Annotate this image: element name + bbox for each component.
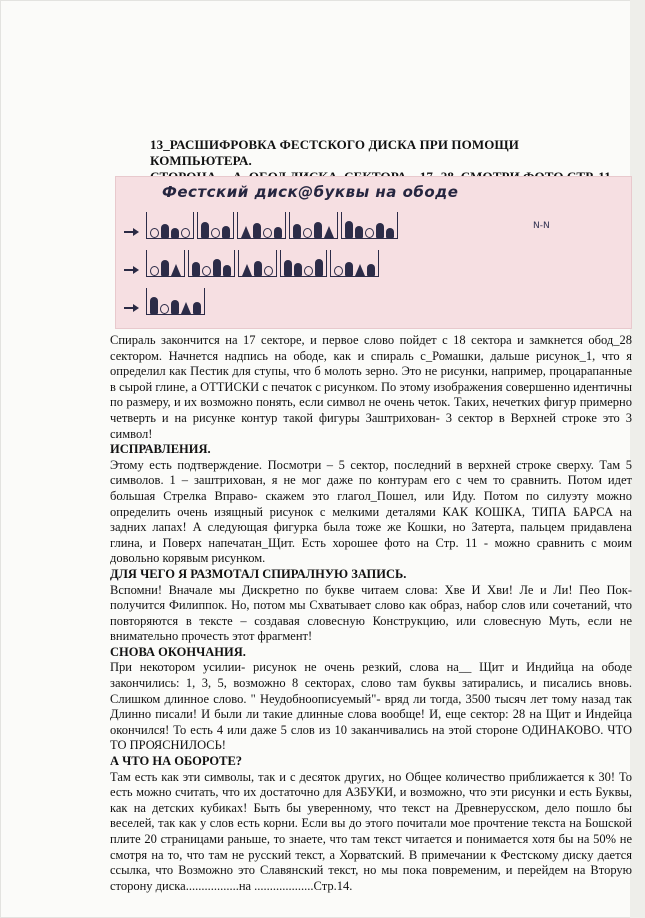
glyph-row-3 bbox=[124, 285, 205, 315]
glyph-sector bbox=[146, 288, 205, 315]
arrow-icon bbox=[124, 263, 139, 277]
arrow-icon bbox=[124, 225, 139, 239]
glyph-sector bbox=[188, 250, 235, 277]
section-heading: СНОВА ОКОНЧАНИЯ. bbox=[110, 644, 246, 659]
photo-caption: Фестский диск@буквы на ободе bbox=[162, 183, 459, 201]
section-heading: ДЛЯ ЧЕГО Я РАЗМОТАЛ СПИРАЛНУЮ ЗАПИСЬ. bbox=[110, 566, 407, 581]
section-heading: А ЧТО НА ОБОРОТЕ? bbox=[110, 754, 243, 769]
photo-mark: N-N bbox=[533, 221, 550, 231]
bleed-through-shadow bbox=[150, 98, 610, 128]
glyph-sector bbox=[289, 212, 338, 239]
glyph-row-1 bbox=[124, 209, 398, 239]
scan-edge bbox=[630, 0, 645, 918]
body-text bbox=[110, 333, 632, 894]
glyph-sector bbox=[280, 250, 327, 277]
glyph-sector bbox=[237, 212, 286, 239]
glyph-sector bbox=[341, 212, 398, 239]
glyph-sector bbox=[146, 250, 185, 277]
glyph-sector bbox=[238, 250, 277, 277]
paragraph: Спираль закончится на 17 секторе, и первое слово пойдет с 18 сектора и замкнется обод_28 сектором. Начнется надпись на ободе, как и спираль с_Ромашки, дальше рисунок_1, что я определил как Пестик для ступы, что б молоть зерно. Это не рисунки, например, процарапанные в сырой глине, а ОТТИСКИ с печаток с рисунком. По этому изображения совершенно идентичны по размеру, и их возможно понять, если символ не очень четок. Таких, нечетких фигур примерно четверть и на рисунке контур такой фигуры Заштрихован- 3 сектор в Верхней строке это 3 символ! bbox=[110, 333, 632, 441]
paragraph: Этому есть подтверждение. Посмотри – 5 сектор, последний в верхней строке сверху. Там 5 символов. 1 – заштрихован, я не мог даже по контурам его с чем то сравнить. Потом идет большая Стрелка Вправо- скажем это глагол_Пошел, или Иду. Потом по силуэту можно определить очень изящный рисунок с мелкими деталями КАК КОШКА, ТИПА БАРСА на задних лапах! А следующая фигурка была тоже же Кошки, но Затерта, пальцем придавлена глина, и Поверх напечатан_Щит. Есть хорошее фото на Стр. 11 - можно сравнить с моим довольно корявым рисунком. bbox=[110, 457, 632, 566]
disk-rim-photo bbox=[115, 176, 632, 329]
section-heading: ИСПРАВЛЕНИЯ. bbox=[110, 442, 211, 457]
glyph-sector bbox=[197, 212, 234, 239]
glyph-sector bbox=[330, 250, 379, 277]
paragraph: Вспомни! Вначале мы Дискретно по букве читаем слова: Хве И Хви! Ле и Ли! Пео Пок- получится Филиппок. Но, потом мы Схватывает слово как образ, набор слов или сочетаний, что повторяются в тексте – создавая словесную Конструкцию, или словесную Муть, если не внимательно прочесть этот фрагмент! bbox=[110, 582, 632, 644]
glyph-sector bbox=[146, 212, 194, 239]
heading-line-1: 13_РАСШИФРОВКА ФЕСТСКОГО ДИСКА ПРИ ПОМОЩИ КОМПЬЮТЕРА. bbox=[150, 137, 519, 168]
glyph-row-2 bbox=[124, 247, 379, 277]
paragraph: При некотором усилии- рисунок не очень резкий, слова на__ Щит и Индийца на ободе закончились: 1, 3, 5, возможно 8 секторах, слово там буквы затирались, и писались вновь. Слишком длинное слово. " Неудобноописуемый"- вряд ли тогда, 3500 тысяч лет тому назад так Длинно писали! И были ли такие длинные слова вообще! И, еще сектор: 28 на Щит и Индейца окончился! То есть 4 или даже 5 слов из 10 заканчивались на этой стороне ОДИНАКОВО. ЧТО ТО ПРОЯСНИЛОСЬ! bbox=[110, 660, 632, 753]
paragraph: Там есть как эти символы, так и с десяток других, но Общее количество приближается к 30! То есть можно считать, что их достаточно для АЗБУКИ, и возможно, что эти рисунки и есть Буквы, как на детских кубиках! Быть бы уверенному, что текст на Древнерусском, дело пошло бы веселей, так как у слов есть корни. Если вы до этого почитали мое прочтение текста на Бошской плите 20 страницами раньше, то знаете, что там текст читается и понимается хотя бы на 50% не смотря на то, что там не русский текст, а Хорватский. В примечании к Фестскому диску дается ссылка, что Возможно это Славянский текст, но мы пока повременим, и перейдем на Вторую сторону диска.................на ...................Стр.14. bbox=[110, 769, 632, 893]
arrow-icon bbox=[124, 301, 139, 315]
